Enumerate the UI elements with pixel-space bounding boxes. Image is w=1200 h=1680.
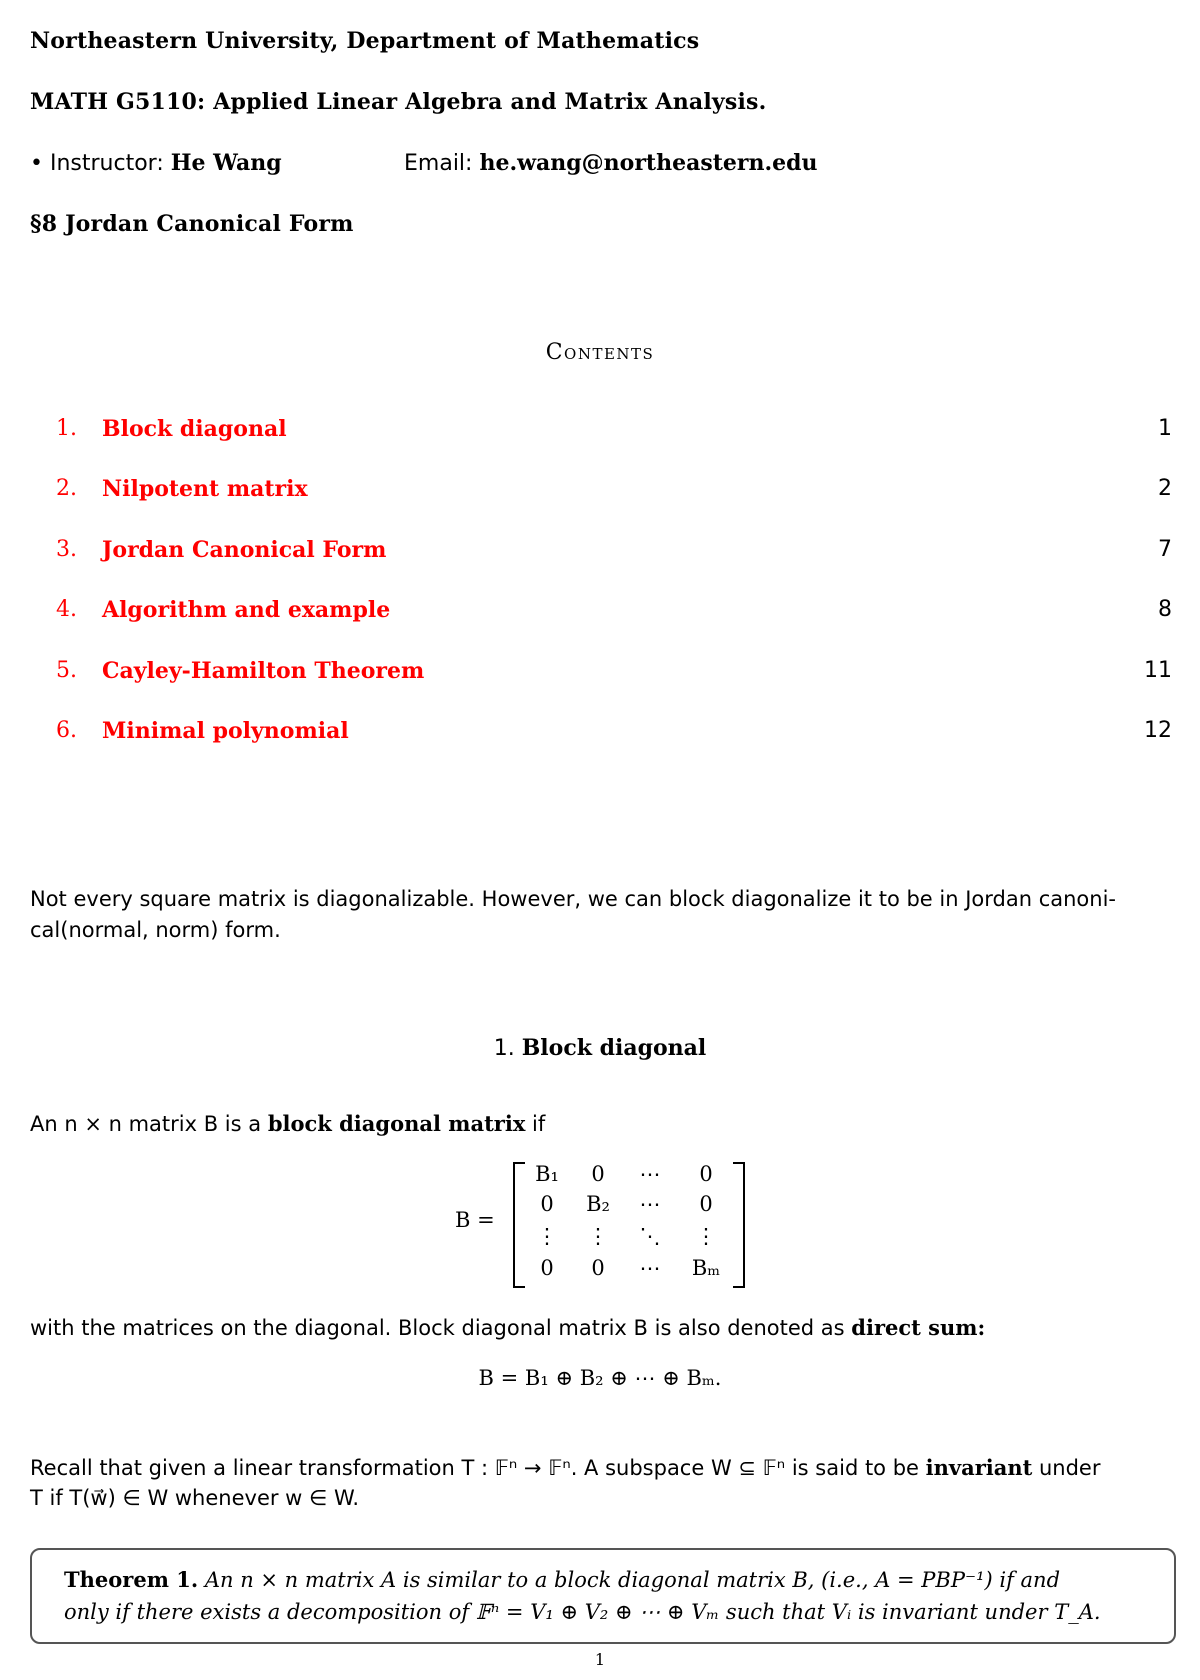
matrix-cell: 0	[540, 1192, 554, 1216]
theorem-statement-2: only if there exists a decomposition of 𝔽ⁿ = V₁ ⊕ V₂ ⊕ ⋯ ⊕ Vₘ such that Vᵢ is invariant under T_A.	[64, 1600, 1101, 1624]
recall-prefix: Recall that given a linear transformation T : 𝔽ⁿ → 𝔽ⁿ. A subspace W ⊆ 𝔽ⁿ is said to be	[30, 1456, 926, 1480]
institution-line: Northeastern University, Department of Mathematics	[30, 28, 700, 54]
intro-line-1: Not every square matrix is diagonalizable. However, we can block diagonalize it to be in Jordan canoni-	[30, 887, 1116, 911]
instructor-line	[30, 150, 282, 176]
instructor-prefix: • Instructor:	[30, 151, 171, 176]
toc-item-number: 3.	[56, 537, 77, 562]
recall-line-1	[30, 1452, 1101, 1484]
matrix-cell: Bₘ	[691, 1256, 721, 1280]
section-heading	[0, 1035, 1200, 1061]
intro-line-2: cal(normal, norm) form.	[30, 918, 281, 942]
toc-item[interactable]	[56, 416, 77, 441]
recall-term: invariant	[925, 1455, 1033, 1480]
direct-sum-equation: B = B₁ ⊕ B₂ ⊕ ⋯ ⊕ Bₘ.	[478, 1366, 722, 1390]
toc-item-number: 4.	[56, 597, 77, 622]
toc-item-link[interactable]: Block diagonal	[102, 416, 287, 442]
direct-sum-prefix: with the matrices on the diagonal. Block diagonal matrix B is also denoted as	[30, 1316, 852, 1340]
toc-item-number: 1.	[56, 416, 77, 441]
toc-item-link[interactable]: Algorithm and example	[102, 597, 391, 623]
theorem-box	[30, 1548, 1176, 1644]
theorem-label: Theorem 1.	[64, 1567, 199, 1592]
matrix-cell: ⋯	[639, 1192, 661, 1216]
toc-item[interactable]	[56, 537, 77, 562]
toc-item-page: 7	[1158, 537, 1172, 562]
toc-item-page: 1	[1158, 416, 1172, 441]
toc-item[interactable]	[56, 658, 77, 683]
toc-item-number: 2.	[56, 476, 77, 501]
section-number: 1.	[493, 1036, 515, 1061]
toc-item[interactable]	[56, 597, 77, 622]
email-address: he.wang@northeastern.edu	[479, 150, 818, 176]
theorem-line-1	[64, 1564, 1101, 1596]
definition-suffix: if	[525, 1112, 546, 1136]
matrix-cell: 0	[591, 1256, 605, 1280]
email-line	[404, 150, 818, 176]
recall-suffix: under	[1032, 1456, 1101, 1480]
matrix-lhs: B =	[455, 1208, 495, 1232]
matrix-cell: ⋮	[587, 1224, 609, 1248]
matrix-cell: ⋮	[536, 1224, 558, 1248]
toc-item-link[interactable]: Nilpotent matrix	[102, 476, 308, 502]
chapter-title: §8 Jordan Canonical Form	[30, 211, 354, 237]
definition-term: block diagonal matrix	[267, 1111, 526, 1136]
toc-item-number: 6.	[56, 718, 77, 743]
matrix-cell: ⋯	[639, 1162, 661, 1186]
email-label: Email:	[404, 151, 480, 176]
instructor-name: He Wang	[170, 150, 282, 176]
matrix-cell: B₁	[535, 1162, 559, 1186]
toc-item-page: 2	[1158, 476, 1172, 501]
course-title: MATH G5110: Applied Linear Algebra and Matrix Analysis.	[30, 89, 767, 115]
matrix-cell: ⋯	[639, 1256, 661, 1280]
definition-prefix: An n × n matrix B is a	[30, 1112, 268, 1136]
contents-heading: Contents	[545, 340, 655, 365]
matrix-cell: 0	[591, 1162, 605, 1186]
theorem-statement-1: An n × n matrix A is similar to a block diagonal matrix B, (i.e., A = PBP⁻¹) if and	[198, 1568, 1061, 1592]
toc-item-link[interactable]: Jordan Canonical Form	[102, 537, 387, 563]
definition-line	[30, 1108, 545, 1140]
matrix-cell: ⋱	[639, 1224, 661, 1248]
matrix-cell: 0	[540, 1256, 554, 1280]
recall-line-2: T if T(w⃗) ∈ W whenever w ∈ W.	[30, 1486, 360, 1510]
toc-item-link[interactable]: Minimal polynomial	[102, 718, 349, 744]
theorem-text	[64, 1564, 1101, 1628]
matrix-cell: ⋮	[695, 1224, 717, 1248]
direct-sum-term: direct sum:	[851, 1315, 986, 1340]
toc-item-number: 5.	[56, 658, 77, 683]
toc-item[interactable]	[56, 718, 77, 743]
direct-sum-intro	[30, 1312, 985, 1344]
toc-item-page: 8	[1158, 597, 1172, 622]
toc-item[interactable]	[56, 476, 77, 501]
page-number: 1	[594, 1650, 606, 1669]
matrix-cell: 0	[699, 1192, 713, 1216]
matrix-cell: 0	[699, 1162, 713, 1186]
toc-item-page: 11	[1144, 658, 1172, 683]
section-title: Block diagonal	[521, 1035, 707, 1061]
toc-item-page: 12	[1144, 718, 1172, 743]
matrix-cell: B₂	[586, 1192, 610, 1216]
toc-item-link[interactable]: Cayley-Hamilton Theorem	[102, 658, 425, 684]
